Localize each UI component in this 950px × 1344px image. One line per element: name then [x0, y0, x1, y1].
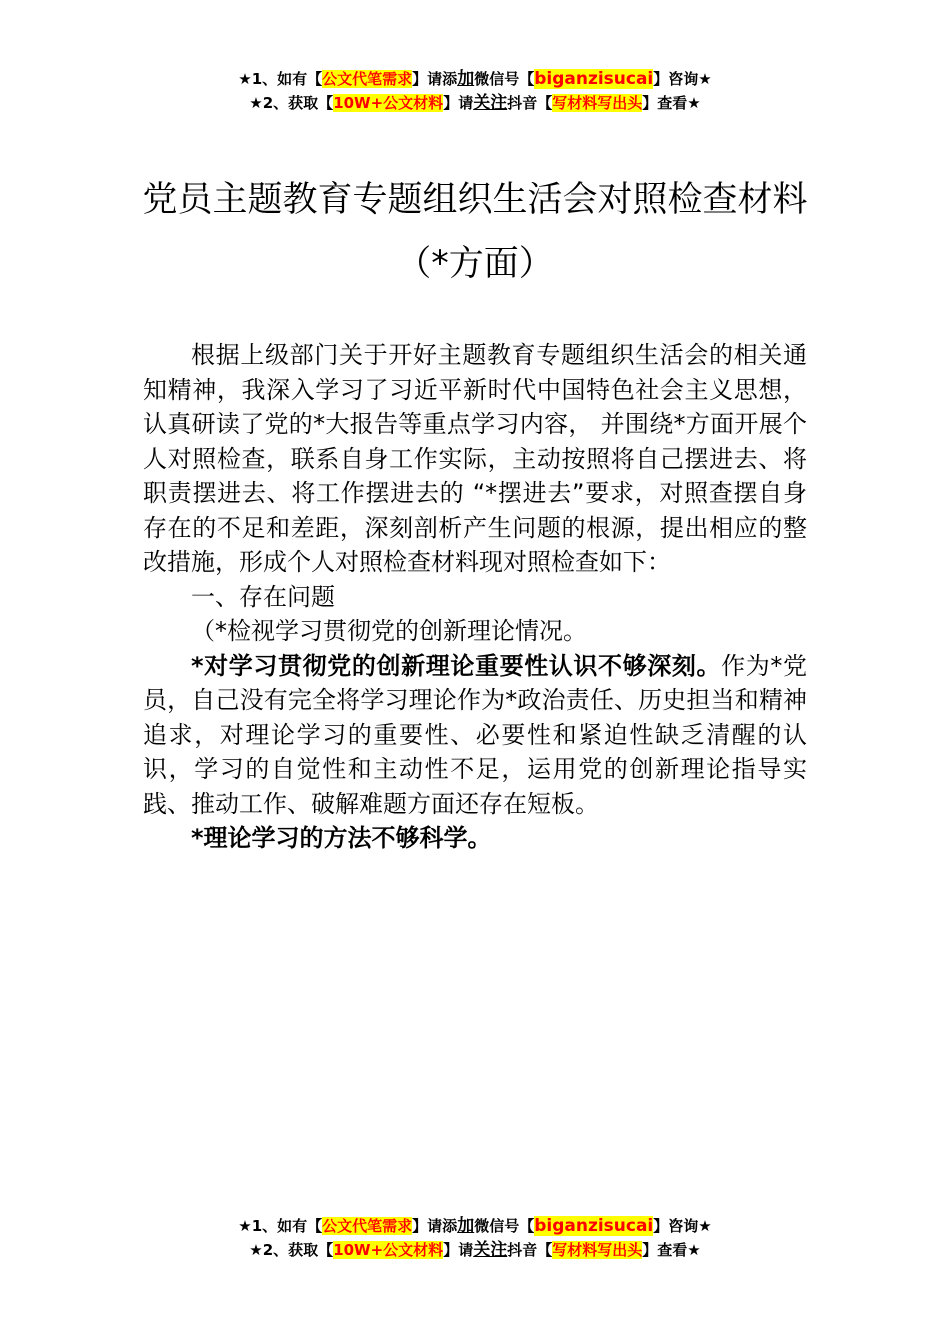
point-2-paragraph [143, 821, 807, 856]
promo-line-2 [0, 1238, 950, 1262]
promo-text: 】请添 [412, 70, 458, 88]
promo-highlight-douyin: 写材料写出头 [552, 1241, 643, 1259]
promo-text: ★2、获取【 [249, 94, 334, 112]
point-1-paragraph [143, 649, 807, 822]
promo-banner-top [0, 67, 950, 115]
promo-text: 】查看★ [642, 1241, 701, 1259]
promo-underline: 关注 [473, 1240, 508, 1260]
promo-text: 】请 [443, 94, 474, 112]
promo-line-1 [0, 1214, 950, 1238]
promo-text: 抖音【 [507, 94, 553, 112]
promo-text: ★1、如有【 [238, 70, 323, 88]
promo-banner-bottom [0, 1214, 950, 1262]
promo-text: 】请 [443, 1241, 474, 1259]
point-1-lead: *对学习贯彻党的创新理论重要性认识不够深刻。 [191, 651, 722, 680]
point-1-text: 作为*党员，自己没有完全将学习理论作为*政治责任、历史担当和精神追求，对理论学习的重要性、必要性和紧迫性缺乏清醒的认识，学习的自觉性和主动性不足，运用党的创新理论指导实践、推动工作、破解难题方面还存在短板。 [143, 651, 807, 818]
promo-text: 】请添 [412, 1217, 458, 1235]
point-2-lead: *理论学习的方法不够科学。 [191, 824, 492, 852]
promo-highlight-wechat: biganzisucai [534, 1216, 654, 1236]
promo-highlight: 公文代笔需求 [322, 70, 413, 88]
promo-text: 】咨询★ [653, 1217, 712, 1235]
promo-highlight: 公文代笔需求 [322, 1217, 413, 1235]
promo-line-2 [0, 91, 950, 115]
promo-text: 】咨询★ [653, 70, 712, 88]
promo-text: 】查看★ [642, 94, 701, 112]
promo-text: ★2、获取【 [249, 1241, 334, 1259]
promo-underline: 关注 [473, 93, 508, 113]
promo-highlight-douyin: 写材料写出头 [552, 94, 643, 112]
promo-text: 抖音【 [507, 1241, 553, 1259]
subsection-heading: （*检视学习贯彻党的创新理论情况。 [191, 617, 587, 645]
promo-text: 微信号【 [474, 1217, 535, 1235]
promo-text: 微信号【 [474, 70, 535, 88]
document-body [143, 338, 807, 856]
promo-line-1 [0, 67, 950, 91]
promo-underline: 加 [457, 1216, 475, 1236]
promo-underline: 加 [457, 69, 475, 89]
intro-paragraph: 根据上级部门关于开好主题教育专题组织生活会的相关通知精神，我深入学习了习近平新时代中国特色社会主义思想，认真研读了党的*大报告等重点学习内容， 并围绕*方面开展个人对照检查，联系自身工作实际，主动按照将自己摆进去、将职责摆进去、将工作摆进去的 “*摆进去”要求，对照查摆自身存在的不足和差距，深刻剖析产生问题的根源，提出相应的整改措施，形成个人对照检查材料现对照检查如下： [143, 341, 807, 576]
promo-highlight-wechat: biganzisucai [534, 69, 654, 89]
promo-highlight: 10W+公文材料 [333, 94, 444, 112]
promo-text: ★1、如有【 [238, 1217, 323, 1235]
promo-highlight: 10W+公文材料 [333, 1241, 444, 1259]
section-heading: 一、存在问题 [191, 582, 335, 611]
document-title: 党员主题教育专题组织生活会对照检查材料（*方面） [142, 180, 808, 284]
